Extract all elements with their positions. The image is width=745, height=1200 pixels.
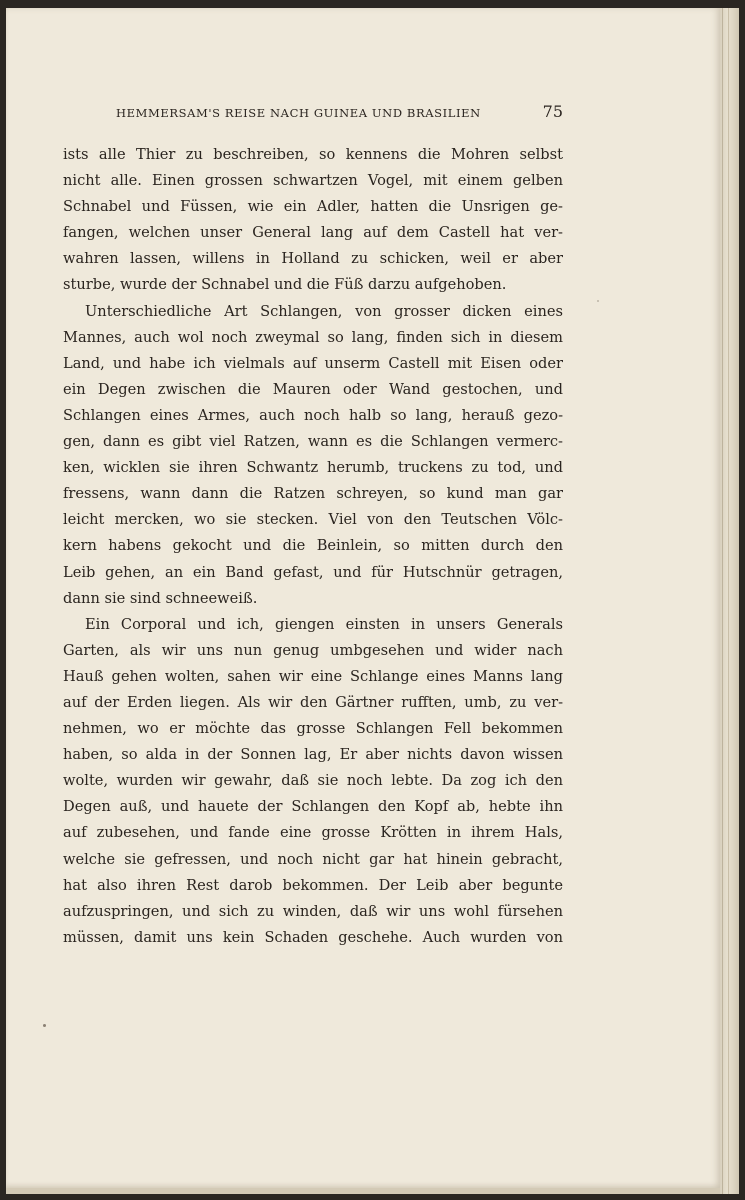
page-number: 75 bbox=[542, 102, 563, 121]
text-line: nicht alle. Einen grossen schwartzen Vogel, mit einem gelben bbox=[63, 172, 563, 190]
text-line: müssen, damit uns kein Schaden geschehe. Auch wurden von bbox=[63, 928, 563, 946]
text-line: Leib gehen, an ein Band gefast, und für Hutschnür getragen, bbox=[63, 563, 563, 581]
text-line: Ein Corporal und ich, giengen einsten in unsers Generals bbox=[85, 615, 563, 633]
text-line: welche sie gefressen, und noch nicht gar hat hinein gebracht, bbox=[63, 850, 563, 868]
paper-speck bbox=[43, 1024, 46, 1027]
paper-speck bbox=[597, 300, 599, 302]
text-line: wahren lassen, willens in Holland zu schicken, weil er aber bbox=[63, 250, 563, 268]
text-line: fressens, wann dann die Ratzen schreyen, so kund man gar bbox=[63, 485, 563, 503]
body-text bbox=[63, 142, 563, 951]
text-line: auf der Erden liegen. Als wir den Gärtner rufften, umb, zu ver- bbox=[63, 693, 563, 711]
text-line: ein Degen zwischen die Mauren oder Wand gestochen, und bbox=[63, 380, 563, 398]
page-fore-edge bbox=[720, 8, 739, 1194]
text-line: Degen auß, und hauete der Schlangen den Kopf ab, hebte ihn bbox=[63, 798, 563, 816]
text-line: ken, wicklen sie ihren Schwantz herumb, truckens zu tod, und bbox=[63, 459, 563, 477]
text-line: gen, dann es gibt viel Ratzen, wann es die Schlangen vermerc- bbox=[63, 433, 563, 451]
text-line: Land, und habe ich vielmals auf unserm Castell mit Eisen oder bbox=[63, 354, 563, 372]
text-line: Mannes, auch wol noch zweymal so lang, finden sich in diesem bbox=[63, 328, 563, 346]
running-header bbox=[116, 102, 563, 126]
text-line: ists alle Thier zu beschreiben, so kennens die Mohren selbst bbox=[63, 146, 563, 163]
text-line: haben, so alda in der Sonnen lag, Er aber nichts davon wissen bbox=[63, 746, 563, 764]
text-line: sturbe, wurde der Schnabel und die Füß darzu aufgehoben. bbox=[63, 276, 507, 294]
text-line: wolte, wurden wir gewahr, daß sie noch lebte. Da zog ich den bbox=[63, 772, 563, 790]
page-bottom-edge bbox=[6, 1188, 720, 1194]
text-line: fangen, welchen unser General lang auf dem Castell hat ver- bbox=[63, 224, 563, 242]
text-line: Schnabel und Füssen, wie ein Adler, hatten die Unsrigen ge- bbox=[63, 198, 563, 216]
text-line: dann sie sind schneeweiß. bbox=[63, 589, 258, 607]
text-line: nehmen, wo er möchte das grosse Schlangen Fell bekommen bbox=[63, 720, 563, 738]
text-line: Schlangen eines Armes, auch noch halb so lang, herauß gezo- bbox=[63, 406, 563, 424]
running-title: HEMMERSAM'S REISE NACH GUINEA UND BRASILIEN bbox=[116, 106, 481, 120]
text-line: Unterschiedliche Art Schlangen, von grosser dicken eines bbox=[85, 302, 563, 320]
text-line: Hauß gehen wolten, sahen wir eine Schlange eines Manns lang bbox=[63, 667, 563, 685]
paragraph-1 bbox=[63, 142, 563, 299]
text-line: leicht mercken, wo sie stecken. Viel von den Teutschen Völc- bbox=[63, 511, 563, 529]
text-line: Garten, als wir uns nun genug umbgesehen und wider nach bbox=[63, 641, 563, 659]
text-line: auf zubesehen, und fande eine grosse Krötten in ihrem Hals, bbox=[63, 824, 563, 842]
text-line: kern habens gekocht und die Beinlein, so mitten durch den bbox=[63, 537, 563, 555]
text-line: aufzuspringen, und sich zu winden, daß wir uns wohl fürsehen bbox=[63, 902, 563, 920]
text-line: hat also ihren Rest darob bekommen. Der Leib aber begunte bbox=[63, 876, 563, 894]
paragraph-2 bbox=[63, 299, 563, 612]
paragraph-3 bbox=[63, 612, 563, 951]
